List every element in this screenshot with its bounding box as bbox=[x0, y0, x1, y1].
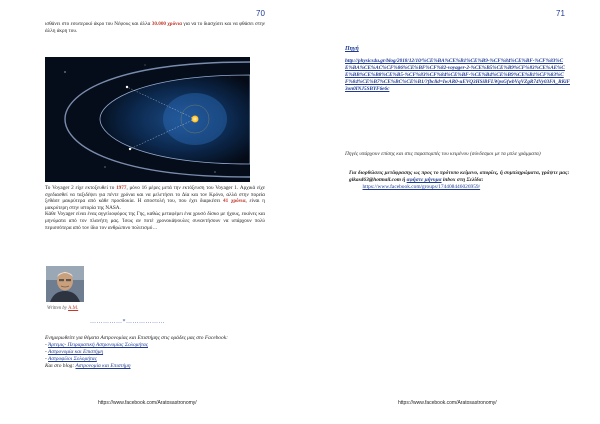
intro-text-end: για να το διασχίσει και να φθάσει στην άλλη άκρη του. bbox=[45, 21, 266, 34]
fb-group-link-artemis[interactable]: Άρτεμις- Πειραματική Αστρονομίας Σολομήτας bbox=[48, 342, 148, 348]
corrections-note bbox=[349, 170, 574, 191]
page-footer-url[interactable]: https://www.facebook.com/Aratosastronomy/ bbox=[398, 400, 497, 406]
fb-group-item: - Άρτεμις- Πειραματική Αστρονομίας Σολομήτας bbox=[45, 342, 148, 348]
body-years-value: 41 χρόνια bbox=[223, 198, 246, 205]
fb-intro: Ενημερωθείτε για θέματα Αστρονομίας και Επιστήμης στις ομάδες μας στο Facebook: bbox=[45, 335, 228, 341]
fb-group-link-astronomy[interactable]: Αστρονομία και Επιστήμη bbox=[48, 349, 104, 355]
corrections-end: inbox στη Σελίδα: bbox=[442, 177, 484, 183]
intro-paragraph bbox=[45, 21, 265, 34]
source-title: Πηγή bbox=[345, 46, 359, 52]
body-paragraph bbox=[45, 185, 265, 231]
source-url-link[interactable]: http://physics4u.gr/blog/2018/12/10/%CE%BA%CE%B1%CE%B9-%CF%84%CE%BF-%CF%83%CE%BA%CE%AC%CF%86%CE%BF%CF%82-voyager-2-%CE%B5%CE%B9%CF%83%CE%AE%CE%BB%CE%B8%CE%B5-%CF%83%CF%84%CE%BF-%CE%B4%CE%B9%CE%B1%CF%83%CF%84%CE%B7%CE%BC%CE%B1/?fbclid=IwAR0-uEVQ3HSiBFLWpsGfwbVqVZgR74Vy03FA_RKiF3on0INJ5SBYF6e6c bbox=[345, 58, 570, 92]
right-page bbox=[300, 0, 600, 424]
author-name-link[interactable]: A.M. bbox=[68, 306, 79, 311]
blog-link[interactable]: Αστρονομία και Επιστήμη bbox=[75, 363, 131, 369]
fb-group-item: - Αστροφίλοι Σολομήτας bbox=[45, 356, 97, 362]
body-after: , είναι η μακρύτερη στην ιστορία της NASA. bbox=[45, 198, 266, 211]
group-url-link[interactable]: https://www.facebook.com/groups/174408446026959/ bbox=[362, 184, 481, 190]
fb-group-link-astrofiloi[interactable]: Αστροφίλοι Σολομήτας bbox=[48, 356, 97, 362]
written-by bbox=[47, 306, 78, 311]
leave-message-link[interactable]: αφήστε μήνυμα bbox=[406, 177, 442, 183]
written-by-label: Written by bbox=[47, 306, 67, 311]
body-year: 1977 bbox=[116, 185, 127, 191]
fb-group-item: - Αστρονομία και Επιστήμη bbox=[45, 349, 104, 355]
voyager-2-marker bbox=[129, 148, 131, 150]
body-mid: , μόνο 16 μέρες μετά την εκτόξευση του Voyager 1. Αρχικά είχε σχεδιασθεί να ταξιδέψει για πέντε χρόνια και να μελετήσει το Δία και τον Κρόνο, αλλά στην πορεία ξεθάσε μακρύτερα από κάθε προσδοκία. Η αποστολή του, που έχει διαρκέσει bbox=[45, 185, 265, 205]
blog-line bbox=[45, 363, 265, 370]
body-second: Κάθε Voyager είναι ένας αγγελιοφόρος της Γης, καθώς μεταφέρει ένα χρυσό δίσκο με ήχους, εικόνες και μηνύματα από τον πλανήτη μας. Ίσως αν ποτέ χρονοκάψουλες συναντήσουν να υπάρχουν πολύ περισσότερα από τον ίδιο τον ανθρώπινο πολιτισμό… bbox=[45, 211, 265, 231]
section-separator: ……………*……………… bbox=[90, 319, 165, 325]
body-start: Το Voyager 2 είχε εκτοξευθεί το bbox=[45, 185, 115, 191]
blog-label: Και στο blog: bbox=[45, 363, 75, 369]
page-footer-url[interactable]: https://www.facebook.com/Aratosastronomy/ bbox=[98, 400, 197, 406]
voyager-1-marker bbox=[126, 86, 128, 88]
page-number: 71 bbox=[556, 9, 565, 18]
facebook-groups-section bbox=[45, 335, 265, 370]
intro-text: ισθάνει στο εσωτερικό άκρο του Νέφους και άλλα bbox=[45, 21, 151, 27]
intro-highlight: 30.000 χρόνια bbox=[151, 21, 182, 27]
page-number: 70 bbox=[256, 9, 265, 18]
author-photo bbox=[46, 266, 84, 302]
heliosphere-illustration bbox=[45, 57, 250, 182]
corrections-text: Για διορθώσεις μετάφρασης ως προς το πρότυπο κείμενο, απορίες, ή συμπληρώματα, γράψτε μας: gikasd63@hotmail.com ή bbox=[349, 170, 570, 183]
sources-note: Πηγές υπάρχουν επίσης και στις παραπομπές του κειμένου (σύνδεσμοι με τα μπλε γράμματα) bbox=[345, 151, 541, 157]
